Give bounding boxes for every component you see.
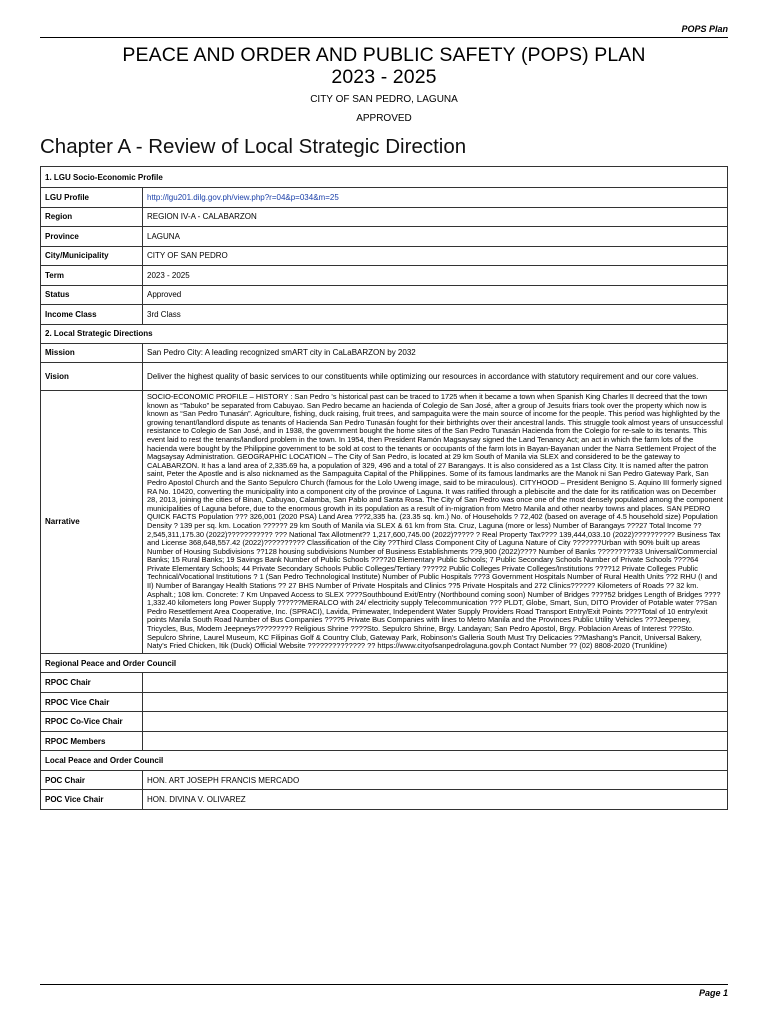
header-divider (40, 37, 728, 38)
row-value-province: LAGUNA (143, 227, 728, 247)
plan-table (40, 166, 728, 810)
row-label-income-class: Income Class (41, 305, 143, 325)
header-tag: POPS Plan (681, 24, 728, 34)
row-label-lgu-profile: LGU Profile (41, 188, 143, 208)
row-value-term: 2023 - 2025 (143, 266, 728, 286)
row-value-vision: Deliver the highest quality of basic services to our constituents while optimizing our resources in accordance with statutory requirement and our core values. (143, 363, 728, 391)
footer-divider (40, 984, 728, 985)
row-label-narrative: Narrative (41, 391, 143, 654)
lgu-profile-link[interactable]: http://lgu201.dilg.gov.ph/view.php?r=04&p=034&m=25 (147, 192, 339, 202)
row-label-rpoc-chair: RPOC Chair (41, 673, 143, 693)
plan-status: APPROVED (356, 113, 412, 124)
row-label-status: Status (41, 285, 143, 305)
row-label-mission: Mission (41, 343, 143, 363)
row-label-poc-vice-chair: POC Vice Chair (41, 790, 143, 810)
page-number: Page 1 (698, 988, 728, 998)
row-value-rpoc-members (143, 731, 728, 751)
plan-city: CITY OF SAN PEDRO, LAGUNA (310, 94, 458, 105)
row-label-rpoc-co-vice-chair: RPOC Co-Vice Chair (41, 712, 143, 732)
row-value-poc-vice-chair: HON. DIVINA V. OLIVAREZ (143, 790, 728, 810)
section-heading-strategic: 2. Local Strategic Directions (41, 324, 728, 343)
section-heading-rpoc: Regional Peace and Order Council (41, 653, 728, 673)
row-value-rpoc-co-vice-chair (143, 712, 728, 732)
row-value-status: Approved (143, 285, 728, 305)
row-value-poc-chair: HON. ART JOSEPH FRANCIS MERCADO (143, 770, 728, 790)
row-label-term: Term (41, 266, 143, 286)
row-value-rpoc-chair (143, 673, 728, 693)
section-heading-lpoc: Local Peace and Order Council (41, 751, 728, 771)
row-value-region: REGION IV-A - CALABARZON (143, 207, 728, 227)
row-value-income-class: 3rd Class (143, 305, 728, 325)
row-value-mission: San Pedro City: A leading recognized smART city in CaLaBARZON by 2032 (143, 343, 728, 363)
row-label-poc-chair: POC Chair (41, 770, 143, 790)
row-label-rpoc-members: RPOC Members (41, 731, 143, 751)
lgu-profile-link-cell (143, 188, 728, 208)
row-label-province: Province (41, 227, 143, 247)
section-heading-socio: 1. LGU Socio-Economic Profile (41, 167, 728, 188)
row-value-rpoc-vice-chair (143, 692, 728, 712)
plan-years: 2023 - 2025 (331, 66, 437, 88)
row-label-vision: Vision (41, 363, 143, 391)
row-label-region: Region (41, 207, 143, 227)
row-value-narrative: SOCIO-ECONOMIC PROFILE – HISTORY : San Pedro 's historical past can be traced to 1725 when it became a town when Spanish King Charles II decreed that the town known as “Tabuko” be separated from Cabuyao. San Pedro became an hacienda of Colegio de San José, after a group of Jesuits friars took over the property which now is known as “San Pedro Tunasán”. Agriculture, fishing, duck raising, fruit trees, and sampaguita were the main source of income for the people. This period was highlighted by the growing tenant/landlord dispute as tenants of Hacienda San Pedro Tunasán fought for their birthrights over their ancestral lands. This struggle took almost years of unsuccessful resistance to Colegio de San José, and in 1938, the government bought the home sites of the San Pedro Tunasán Hacienda from the Colegio for re-sale to its tenants. This event laid to rest the tenants/landlord problem in the town. In 1954, then President Ramón Magsaysay signed the Land Tenancy Act; an act in which the farm lots of the hacienda were bought by the Philippine government to be sold at cost to the tenants or occupants of the farm lots in Bayan-Bayanan under the Narra Settlement Project of the Magsaysay Administration. GEOGRAPHIC LOCATION – The City of San Pedro, is located at 29 km South of Manila via SLEX and considered to be the gateway to CALABARZON. It has a land area of 2,335.69 ha, a population of 329, 496 and a total of 27 Barangays. It is also considered as a 1st Class City. It is named after the patron saint, Peter the Apostle and is also nicknamed as the Sampaguita Capital of the Philippines. Some of its famous landmarks are the Manok ni San Pedro Gateway Park, San Pedro Apostol Church and the Santo Sepulcro Church (famous for the Lolo Uweng image, said to be miraculous). CITYHOOD – President Benigno S. Aquino III formerly signed RA No. 10420, converting the municipality into a component city of the province of Laguna. It was ratified through a plebiscite and the date for its ratification was on December 28, 2013, joining the cities of Binan, Cabuyao, Calamba, San Pablo and Santa Rosa. The City of San Pedro was once one of the most densely populated among the component municipalities of Laguna before, due to the enormous growth in its population as a result of in-migration from Metro Manila and other nearby towns and places. SAN PEDRO QUICK FACTS Population ??? 326,001 (2020 PSA) Land Area ???2,335 ha. (23.35 sq. km.) No. of Households ? 72,402 (based on average of 4.5 household size) Population Density ? 139 per sq. km. Location ?????? 29 km South of Manila via SLEX & 61 km from Sta. Cruz, Laguna (more or less) Number of Barangays ???27 Total Income ?? 2,545,311,175.30 (2022)??????????? ??? National Tax Allotment?? 1,217,600,745.00 (2022)????? ? Real Property Tax???? 139,444,033.10 (2022)?????????? Business Tax and License 368,648,557.42 (2022)?????????? Classification of the City ??Third Class Component City of Laguna Nature of City ???????Urban with 90% built up areas Number of Housing Subdivisions ??128 housing subdivisions Number of Business Establishments ??9,900 (2022)???? Number of Banks ?????????33 Universal/Commercial Banks; 15 Rural Banks; 19 Savings Bank Number of Public Schools ????20 Elementary Public Schools; 7 Public Secondary Schools Number of Private Schools ????64 Private Elementary Schools; 44 Private Secondary Schools Public Colleges/Tertiary ?????2 Public Colleges Private Colleges/Institutions ????12 Private Colleges Public Technical/Vocational Institutions ? 1 (San Pedro Technological Institute) Number of Public Hospitals ???3 Government Hospitals Number of Rural Health Units ??2 RHU (I and II) Number of Barangay Health Stations ?? 27 BHS Number of Private Hospitals and Clinics ??5 Private Hospitals and 272 Clinics?????? Kilometers of Roads ?? 32 km. Asphalt.; 108 km. Concrete: 7 Km Unpaved Access to SLEX ????Southbound Exit/Entry (Northbound coming soon) Number of Bridges ????52 bridges Length of Bridges ????1,332.40 kilometers long Power Supply ??????MERALCO with 24/ electricity supply Telecommunication ??? PLDT, Globe, Smart, Sun, DITO Provider of Potable water ??San Pedro Resettlement Area Cooperative, Inc. (SPRACI), Lavida, Primewater, Independent Water Supply Providers Road Transport Entry/Exit Points ????Total of 10 entry/exit points Manila South Road Number of Bus Companies ????5 Private Bus Companies with lines to Metro Manila and the Provinces Public Utility Vehicles ???Jeepeney, Tricycles, Bus, Modern Jeepneys????????? Religious Shrine ????Sto. Sepulcro Shrine, Brgy. Landayan; San Pedro Apostol, Brgy. Poblacion Areas of Interest ???Sto. Sepulcro Shrine, Laurel Museum, KC Filipinas Golf & Country Club, Gateway Park, Robinson's Galleria South Must Try Delicacies ??Mashang's Pancit, Universal Bakery, Naty's Fried Chicken, Itik (Duck) Official Website ?????????????? ?? https://www.cityofsanpedrolaguna.gov.ph Contact Number ?? (02) 8808-2020 (Trunkline) (143, 391, 728, 654)
chapter-heading: Chapter A - Review of Local Strategic Direction (40, 135, 467, 158)
row-value-city: CITY OF SAN PEDRO (143, 246, 728, 266)
title-block (40, 44, 728, 125)
row-label-city: City/Municipality (41, 246, 143, 266)
row-label-rpoc-vice-chair: RPOC Vice Chair (41, 692, 143, 712)
plan-title: PEACE AND ORDER AND PUBLIC SAFETY (POPS) PLAN (122, 44, 646, 66)
